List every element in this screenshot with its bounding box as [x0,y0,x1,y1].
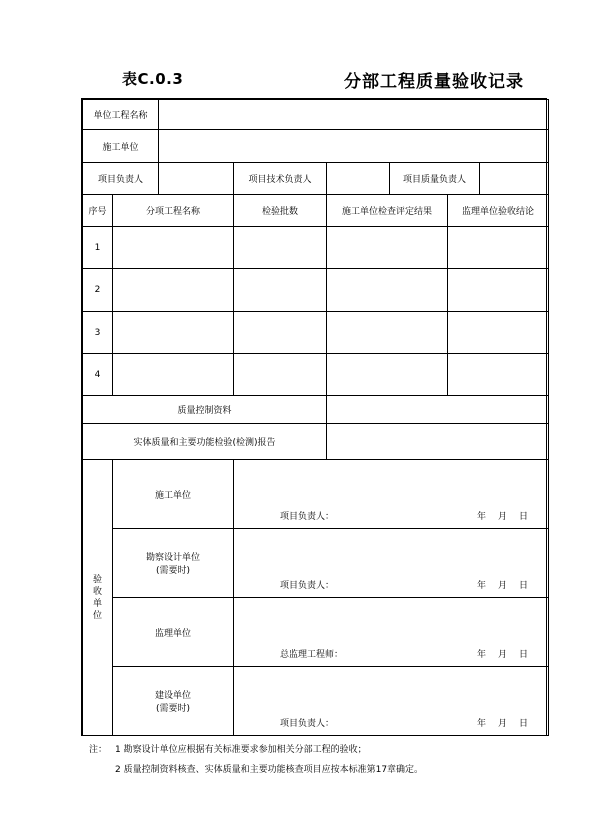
batch-count-cell[interactable] [234,354,327,396]
table-number: 表C.0.3 [122,70,184,88]
column-header-contractor-result: 施工单位检查评定结果 [327,195,448,227]
subitem-name-cell[interactable] [113,354,234,396]
supervisor-conclusion-cell[interactable] [448,227,549,269]
quality-leader-label: 项目质量负责人 [390,163,480,195]
table-row [83,227,549,269]
quality-docs-label: 质量控制资料 [83,396,327,424]
row-number: 3 [83,312,113,354]
footnotes [89,740,423,780]
unit-project-name-label: 单位工程名称 [83,100,159,130]
tech-leader-field[interactable] [327,163,390,195]
batch-count-cell[interactable] [234,312,327,354]
acceptance-unit-label: 验 收 单 位 [83,460,113,736]
note-line-2: 2 质量控制资料核查、实体质量和主要功能核查项目应按本标准第17章确定。 [115,765,424,775]
batch-count-cell[interactable] [234,227,327,269]
table-row [83,354,549,396]
project-leader-field[interactable] [159,163,234,195]
contractor-result-cell[interactable] [327,227,448,269]
table-row [83,312,549,354]
subitem-name-cell[interactable] [113,269,234,312]
contractor-result-cell[interactable] [327,269,448,312]
quality-leader-field[interactable] [480,163,549,195]
signature-cell-survey-design[interactable]: 项目负责人： 年 月 日 [234,529,549,598]
table-row [83,269,549,312]
row-number: 1 [83,227,113,269]
signature-cell-construction[interactable]: 项目负责人： 年 月 日 [234,460,549,529]
row-number: 4 [83,354,113,396]
supervisor-conclusion-cell[interactable] [448,354,549,396]
subitem-name-cell[interactable] [113,312,234,354]
unit-project-name-field[interactable] [159,100,549,130]
project-leader-label: 项目负责人 [83,163,159,195]
column-header-subitem: 分项工程名称 [113,195,234,227]
tech-leader-label: 项目技术负责人 [234,163,327,195]
acceptance-form-table [82,99,549,736]
contractor-result-cell[interactable] [327,354,448,396]
supervisor-conclusion-cell[interactable] [448,269,549,312]
contractor-result-cell[interactable] [327,312,448,354]
unit-name-supervision: 监理单位 [113,598,234,667]
construction-unit-label: 施工单位 [83,130,159,163]
subitem-name-cell[interactable] [113,227,234,269]
unit-name-construction: 施工单位 [113,460,234,529]
quality-docs-field[interactable] [327,396,549,424]
unit-name-owner: 建设单位 (需要时) [113,667,234,736]
function-test-report-label: 实体质量和主要功能检验(检测)报告 [83,424,327,460]
notes-label: 注： [89,745,108,755]
column-header-batch-count: 检验批数 [234,195,327,227]
signature-cell-owner[interactable]: 项目负责人： 年 月 日 [234,667,549,736]
row-number: 2 [83,269,113,312]
unit-name-survey-design: 勘察设计单位 (需要时) [113,529,234,598]
supervisor-conclusion-cell[interactable] [448,312,549,354]
batch-count-cell[interactable] [234,269,327,312]
page-title: 分部工程质量验收记录 [344,72,524,92]
function-test-report-field[interactable] [327,424,549,460]
signature-cell-supervision[interactable]: 总监理工程师： 年 月 日 [234,598,549,667]
column-header-seq: 序号 [83,195,113,227]
column-header-supervisor-conclusion: 监理单位验收结论 [448,195,549,227]
construction-unit-field[interactable] [159,130,549,163]
note-line-1: 1 勘察设计单位应根据有关标准要求参加相关分部工程的验收； [115,745,367,755]
